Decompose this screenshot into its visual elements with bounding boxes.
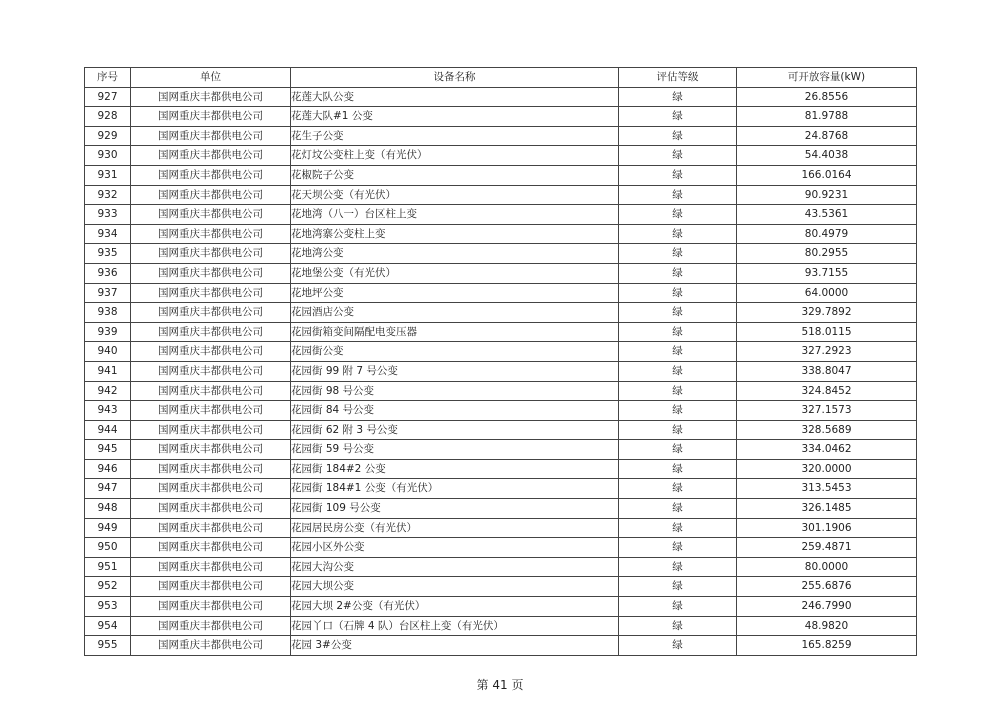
cell-device-name: 花椒院子公变 [291, 165, 619, 185]
cell-capacity: 326.1485 [737, 499, 917, 519]
cell-grade: 绿 [619, 244, 737, 264]
table-row [85, 126, 917, 146]
cell-grade: 绿 [619, 557, 737, 577]
cell-capacity: 301.1906 [737, 518, 917, 538]
header-capacity: 可开放容量(kW) [737, 68, 917, 88]
cell-seq: 948 [85, 499, 131, 519]
cell-device-name: 花园街 84 号公变 [291, 401, 619, 421]
cell-capacity: 26.8556 [737, 87, 917, 107]
cell-device-name: 花地湾（八一）台区柱上变 [291, 205, 619, 225]
cell-seq: 931 [85, 165, 131, 185]
cell-grade: 绿 [619, 185, 737, 205]
cell-seq: 942 [85, 381, 131, 401]
table-row [85, 636, 917, 656]
cell-seq: 929 [85, 126, 131, 146]
table-row [85, 420, 917, 440]
cell-seq: 940 [85, 342, 131, 362]
cell-capacity: 518.0115 [737, 322, 917, 342]
cell-seq: 936 [85, 263, 131, 283]
cell-unit: 国网重庆丰都供电公司 [131, 322, 291, 342]
cell-grade: 绿 [619, 322, 737, 342]
cell-unit: 国网重庆丰都供电公司 [131, 538, 291, 558]
table-row [85, 146, 917, 166]
cell-unit: 国网重庆丰都供电公司 [131, 616, 291, 636]
table-row [85, 577, 917, 597]
cell-capacity: 320.0000 [737, 459, 917, 479]
table-row [85, 538, 917, 558]
cell-unit: 国网重庆丰都供电公司 [131, 244, 291, 264]
cell-grade: 绿 [619, 361, 737, 381]
cell-capacity: 165.8259 [737, 636, 917, 656]
cell-grade: 绿 [619, 499, 737, 519]
cell-device-name: 花园居民房公变（有光伏） [291, 518, 619, 538]
cell-grade: 绿 [619, 263, 737, 283]
cell-seq: 944 [85, 420, 131, 440]
cell-grade: 绿 [619, 636, 737, 656]
table-row [85, 342, 917, 362]
cell-grade: 绿 [619, 538, 737, 558]
cell-capacity: 327.1573 [737, 401, 917, 421]
cell-device-name: 花园街 184#2 公变 [291, 459, 619, 479]
cell-device-name: 花园街 98 号公变 [291, 381, 619, 401]
cell-device-name: 花园小区外公变 [291, 538, 619, 558]
capacity-table [84, 67, 917, 656]
cell-unit: 国网重庆丰都供电公司 [131, 557, 291, 577]
cell-grade: 绿 [619, 303, 737, 323]
cell-grade: 绿 [619, 459, 737, 479]
cell-capacity: 334.0462 [737, 440, 917, 460]
cell-seq: 939 [85, 322, 131, 342]
table-row [85, 616, 917, 636]
cell-grade: 绿 [619, 518, 737, 538]
cell-capacity: 90.9231 [737, 185, 917, 205]
cell-capacity: 328.5689 [737, 420, 917, 440]
header-unit: 单位 [131, 68, 291, 88]
cell-capacity: 93.7155 [737, 263, 917, 283]
table-header-row [85, 68, 917, 88]
cell-seq: 935 [85, 244, 131, 264]
table-row [85, 322, 917, 342]
cell-device-name: 花园街 59 号公变 [291, 440, 619, 460]
table-row [85, 205, 917, 225]
cell-grade: 绿 [619, 283, 737, 303]
cell-grade: 绿 [619, 165, 737, 185]
cell-unit: 国网重庆丰都供电公司 [131, 577, 291, 597]
cell-grade: 绿 [619, 577, 737, 597]
cell-device-name: 花地湾寨公变柱上变 [291, 224, 619, 244]
cell-grade: 绿 [619, 381, 737, 401]
cell-capacity: 329.7892 [737, 303, 917, 323]
cell-seq: 945 [85, 440, 131, 460]
cell-capacity: 246.7990 [737, 597, 917, 617]
table-row [85, 165, 917, 185]
cell-device-name: 花地坪公变 [291, 283, 619, 303]
cell-unit: 国网重庆丰都供电公司 [131, 361, 291, 381]
table-row [85, 87, 917, 107]
cell-grade: 绿 [619, 126, 737, 146]
cell-capacity: 54.4038 [737, 146, 917, 166]
cell-grade: 绿 [619, 107, 737, 127]
cell-grade: 绿 [619, 87, 737, 107]
cell-capacity: 255.6876 [737, 577, 917, 597]
cell-seq: 933 [85, 205, 131, 225]
cell-seq: 941 [85, 361, 131, 381]
cell-device-name: 花地湾公变 [291, 244, 619, 264]
cell-device-name: 花园街箱变间隔配电变压器 [291, 322, 619, 342]
cell-grade: 绿 [619, 146, 737, 166]
cell-device-name: 花园 3#公变 [291, 636, 619, 656]
cell-device-name: 花园大坝公变 [291, 577, 619, 597]
cell-unit: 国网重庆丰都供电公司 [131, 342, 291, 362]
cell-grade: 绿 [619, 224, 737, 244]
cell-capacity: 43.5361 [737, 205, 917, 225]
cell-capacity: 64.0000 [737, 283, 917, 303]
cell-device-name: 花天坝公变（有光伏） [291, 185, 619, 205]
cell-capacity: 80.0000 [737, 557, 917, 577]
table-body [85, 87, 917, 655]
table-row [85, 303, 917, 323]
table-row [85, 185, 917, 205]
header-grade: 评估等级 [619, 68, 737, 88]
cell-unit: 国网重庆丰都供电公司 [131, 381, 291, 401]
cell-unit: 国网重庆丰都供电公司 [131, 263, 291, 283]
cell-capacity: 338.8047 [737, 361, 917, 381]
page-number: 第 41 页 [476, 678, 524, 692]
table-row [85, 283, 917, 303]
cell-unit: 国网重庆丰都供电公司 [131, 499, 291, 519]
cell-device-name: 花园街 184#1 公变（有光伏） [291, 479, 619, 499]
cell-capacity: 259.4871 [737, 538, 917, 558]
cell-device-name: 花园大沟公变 [291, 557, 619, 577]
cell-device-name: 花园街 99 附 7 号公变 [291, 361, 619, 381]
cell-seq: 928 [85, 107, 131, 127]
cell-unit: 国网重庆丰都供电公司 [131, 303, 291, 323]
cell-seq: 937 [85, 283, 131, 303]
header-seq: 序号 [85, 68, 131, 88]
cell-unit: 国网重庆丰都供电公司 [131, 459, 291, 479]
cell-unit: 国网重庆丰都供电公司 [131, 205, 291, 225]
cell-unit: 国网重庆丰都供电公司 [131, 126, 291, 146]
cell-grade: 绿 [619, 440, 737, 460]
cell-unit: 国网重庆丰都供电公司 [131, 518, 291, 538]
table-row [85, 459, 917, 479]
cell-unit: 国网重庆丰都供电公司 [131, 440, 291, 460]
cell-seq: 930 [85, 146, 131, 166]
cell-unit: 国网重庆丰都供电公司 [131, 636, 291, 656]
cell-device-name: 花园丫口（石牌 4 队）台区柱上变（有光伏） [291, 616, 619, 636]
cell-grade: 绿 [619, 479, 737, 499]
cell-unit: 国网重庆丰都供电公司 [131, 283, 291, 303]
cell-seq: 947 [85, 479, 131, 499]
cell-capacity: 313.5453 [737, 479, 917, 499]
cell-device-name: 花园街公变 [291, 342, 619, 362]
cell-capacity: 327.2923 [737, 342, 917, 362]
cell-seq: 927 [85, 87, 131, 107]
cell-seq: 932 [85, 185, 131, 205]
cell-seq: 946 [85, 459, 131, 479]
cell-capacity: 24.8768 [737, 126, 917, 146]
cell-device-name: 花园大坝 2#公变（有光伏） [291, 597, 619, 617]
cell-unit: 国网重庆丰都供电公司 [131, 146, 291, 166]
cell-capacity: 324.8452 [737, 381, 917, 401]
cell-device-name: 花莲大队公变 [291, 87, 619, 107]
cell-seq: 955 [85, 636, 131, 656]
cell-grade: 绿 [619, 342, 737, 362]
cell-seq: 952 [85, 577, 131, 597]
cell-device-name: 花生子公变 [291, 126, 619, 146]
cell-seq: 953 [85, 597, 131, 617]
cell-seq: 934 [85, 224, 131, 244]
cell-device-name: 花园街 62 附 3 号公变 [291, 420, 619, 440]
cell-device-name: 花园酒店公变 [291, 303, 619, 323]
cell-unit: 国网重庆丰都供电公司 [131, 479, 291, 499]
cell-device-name: 花地堡公变（有光伏） [291, 263, 619, 283]
cell-grade: 绿 [619, 401, 737, 421]
cell-capacity: 80.4979 [737, 224, 917, 244]
cell-grade: 绿 [619, 597, 737, 617]
table-row [85, 224, 917, 244]
table-row [85, 597, 917, 617]
cell-capacity: 48.9820 [737, 616, 917, 636]
table-row [85, 557, 917, 577]
cell-unit: 国网重庆丰都供电公司 [131, 597, 291, 617]
table-row [85, 244, 917, 264]
cell-seq: 951 [85, 557, 131, 577]
cell-capacity: 166.0164 [737, 165, 917, 185]
table-row [85, 518, 917, 538]
cell-unit: 国网重庆丰都供电公司 [131, 420, 291, 440]
cell-grade: 绿 [619, 616, 737, 636]
table-row [85, 499, 917, 519]
table-row [85, 107, 917, 127]
cell-grade: 绿 [619, 205, 737, 225]
cell-unit: 国网重庆丰都供电公司 [131, 185, 291, 205]
cell-device-name: 花灯坟公变柱上变（有光伏） [291, 146, 619, 166]
cell-seq: 938 [85, 303, 131, 323]
table-row [85, 440, 917, 460]
cell-capacity: 81.9788 [737, 107, 917, 127]
cell-unit: 国网重庆丰都供电公司 [131, 165, 291, 185]
table-row [85, 479, 917, 499]
cell-grade: 绿 [619, 420, 737, 440]
table-row [85, 401, 917, 421]
table-row [85, 263, 917, 283]
cell-unit: 国网重庆丰都供电公司 [131, 401, 291, 421]
cell-capacity: 80.2955 [737, 244, 917, 264]
cell-device-name: 花莲大队#1 公变 [291, 107, 619, 127]
cell-seq: 949 [85, 518, 131, 538]
cell-seq: 954 [85, 616, 131, 636]
cell-seq: 950 [85, 538, 131, 558]
header-device: 设备名称 [291, 68, 619, 88]
table-row [85, 361, 917, 381]
cell-seq: 943 [85, 401, 131, 421]
cell-unit: 国网重庆丰都供电公司 [131, 87, 291, 107]
cell-unit: 国网重庆丰都供电公司 [131, 107, 291, 127]
cell-unit: 国网重庆丰都供电公司 [131, 224, 291, 244]
table-row [85, 381, 917, 401]
cell-device-name: 花园街 109 号公变 [291, 499, 619, 519]
